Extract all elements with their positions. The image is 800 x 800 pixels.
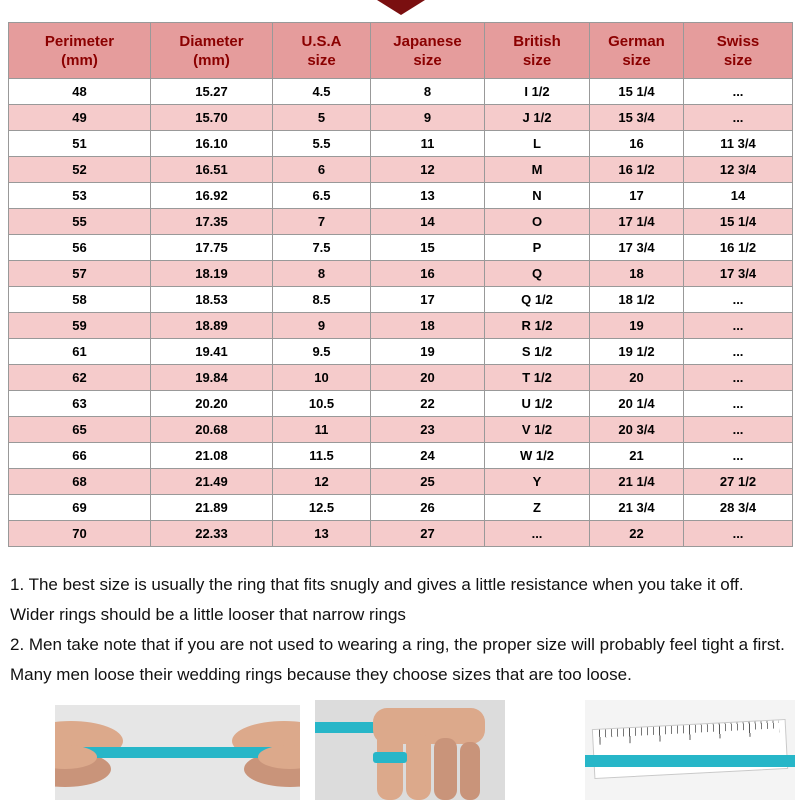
table-cell: 15 1/4 [684, 209, 793, 235]
table-cell: 23 [371, 417, 485, 443]
table-cell: 22 [590, 521, 684, 547]
table-cell: 66 [9, 443, 151, 469]
table-cell: 21 3/4 [590, 495, 684, 521]
table-cell: 59 [9, 313, 151, 339]
table-cell: J 1/2 [485, 105, 590, 131]
table-row [9, 521, 793, 547]
table-cell: 52 [9, 157, 151, 183]
table-cell: 58 [9, 287, 151, 313]
table-body [9, 79, 793, 547]
table-cell: T 1/2 [485, 365, 590, 391]
table-cell: 20 [371, 365, 485, 391]
table-cell: P [485, 235, 590, 261]
ring-size-table [8, 22, 793, 547]
table-cell: ... [684, 417, 793, 443]
table-cell: S 1/2 [485, 339, 590, 365]
table-cell: 19 [590, 313, 684, 339]
table-cell: 18 [371, 313, 485, 339]
table-cell: 53 [9, 183, 151, 209]
table-cell: 14 [371, 209, 485, 235]
table-cell: 49 [9, 105, 151, 131]
table-row [9, 157, 793, 183]
table-cell: N [485, 183, 590, 209]
table-cell: 18.89 [151, 313, 273, 339]
table-cell: ... [684, 365, 793, 391]
table-cell: M [485, 157, 590, 183]
table-row [9, 391, 793, 417]
table-row [9, 209, 793, 235]
table-cell: 19.84 [151, 365, 273, 391]
column-header: Perimeter (mm) [9, 23, 151, 79]
table-cell: 12 3/4 [684, 157, 793, 183]
table-row [9, 261, 793, 287]
table-cell: 5 [273, 105, 371, 131]
measurement-photos [0, 700, 800, 800]
table-cell: ... [684, 391, 793, 417]
table-cell: 12.5 [273, 495, 371, 521]
table-cell: ... [684, 105, 793, 131]
table-cell: 20 [590, 365, 684, 391]
table-cell: 70 [9, 521, 151, 547]
measure-step1-photo [55, 705, 300, 800]
column-header: U.S.A size [273, 23, 371, 79]
table-cell: 11 3/4 [684, 131, 793, 157]
table-cell: 17 [590, 183, 684, 209]
table-row [9, 469, 793, 495]
table-row [9, 131, 793, 157]
table-cell: 68 [9, 469, 151, 495]
table-cell: 13 [273, 521, 371, 547]
table-cell: I 1/2 [485, 79, 590, 105]
table-cell: 16.92 [151, 183, 273, 209]
table-cell: 18 [590, 261, 684, 287]
table-row [9, 183, 793, 209]
table-cell: 21.49 [151, 469, 273, 495]
table-cell: 14 [684, 183, 793, 209]
table-cell: 55 [9, 209, 151, 235]
index-finger [377, 730, 403, 800]
table-row [9, 235, 793, 261]
table-cell: U 1/2 [485, 391, 590, 417]
table-cell: W 1/2 [485, 443, 590, 469]
table-cell: ... [684, 79, 793, 105]
note-1: 1. The best size is usually the ring that fits snugly and gives a little resistance when you take it off. Wider rings should be a little looser that narrow rings [10, 575, 744, 624]
header-row [9, 23, 793, 79]
table-cell: 6.5 [273, 183, 371, 209]
table-row [9, 287, 793, 313]
table-cell: ... [485, 521, 590, 547]
table-cell: Q [485, 261, 590, 287]
table-row [9, 105, 793, 131]
table-cell: 7.5 [273, 235, 371, 261]
table-cell: 20 3/4 [590, 417, 684, 443]
table-cell: 16 [590, 131, 684, 157]
table-cell: 18.53 [151, 287, 273, 313]
table-cell: 20 1/4 [590, 391, 684, 417]
table-cell: Z [485, 495, 590, 521]
table-row [9, 365, 793, 391]
table-cell: 7 [273, 209, 371, 235]
table-cell: L [485, 131, 590, 157]
table-cell: 17 3/4 [684, 261, 793, 287]
table-cell: 27 1/2 [684, 469, 793, 495]
column-header: British size [485, 23, 590, 79]
table-cell: 56 [9, 235, 151, 261]
column-header: Diameter (mm) [151, 23, 273, 79]
table-cell: 8.5 [273, 287, 371, 313]
table-cell: 69 [9, 495, 151, 521]
table-row [9, 417, 793, 443]
table-cell: 10.5 [273, 391, 371, 417]
table-cell: 11 [273, 417, 371, 443]
table-row [9, 339, 793, 365]
table-cell: ... [684, 313, 793, 339]
table-cell: 21 [590, 443, 684, 469]
table-cell: 17.75 [151, 235, 273, 261]
table-cell: 63 [9, 391, 151, 417]
measure-step2-photo [315, 700, 505, 800]
table-cell: 15.70 [151, 105, 273, 131]
table-cell: 11.5 [273, 443, 371, 469]
table-row [9, 443, 793, 469]
table-cell: 26 [371, 495, 485, 521]
table-cell: 65 [9, 417, 151, 443]
notes [10, 570, 792, 690]
table-row [9, 313, 793, 339]
column-header: German size [590, 23, 684, 79]
table-cell: 20.20 [151, 391, 273, 417]
table-cell: 27 [371, 521, 485, 547]
table-cell: 18 1/2 [590, 287, 684, 313]
table-cell: Y [485, 469, 590, 495]
table-cell: 51 [9, 131, 151, 157]
table-cell: 16 1/2 [590, 157, 684, 183]
table-cell: 16.51 [151, 157, 273, 183]
table-cell: 4.5 [273, 79, 371, 105]
table-cell: 17 1/4 [590, 209, 684, 235]
table-cell: ... [684, 287, 793, 313]
table-cell: 10 [273, 365, 371, 391]
ring-finger [434, 738, 457, 800]
table-cell: 6 [273, 157, 371, 183]
table-cell: 15 3/4 [590, 105, 684, 131]
measure-step3-photo [585, 700, 795, 800]
table-cell: 11 [371, 131, 485, 157]
table-cell: 20.68 [151, 417, 273, 443]
table-cell: 21.08 [151, 443, 273, 469]
table-cell: 8 [371, 79, 485, 105]
table-cell: 19 [371, 339, 485, 365]
table-cell: 19.41 [151, 339, 273, 365]
table-cell: 9 [273, 313, 371, 339]
table-cell: 24 [371, 443, 485, 469]
down-arrow-icon [377, 0, 425, 15]
table-cell: 19 1/2 [590, 339, 684, 365]
table-cell: V 1/2 [485, 417, 590, 443]
table-cell: 8 [273, 261, 371, 287]
table-header [9, 23, 793, 79]
table-cell: 22.33 [151, 521, 273, 547]
table-cell: 17 [371, 287, 485, 313]
table-cell: Q 1/2 [485, 287, 590, 313]
table-cell: 16 1/2 [684, 235, 793, 261]
tape-strip [585, 755, 795, 767]
table-cell: 48 [9, 79, 151, 105]
table-cell: 16 [371, 261, 485, 287]
note-2: 2. Men take note that if you are not used to wearing a ring, the proper size will probably feel tight a first. Many men loose their wedding rings because they choose sizes that are too loose. [10, 635, 785, 684]
table-row [9, 495, 793, 521]
table-cell: R 1/2 [485, 313, 590, 339]
table-cell: 21.89 [151, 495, 273, 521]
table-cell: 15 1/4 [590, 79, 684, 105]
table-cell: 28 3/4 [684, 495, 793, 521]
table-row [9, 79, 793, 105]
table-cell: 61 [9, 339, 151, 365]
table-cell: ... [684, 443, 793, 469]
table-cell: ... [684, 521, 793, 547]
ruler [592, 719, 788, 779]
table-cell: 12 [273, 469, 371, 495]
table-cell: 9.5 [273, 339, 371, 365]
table-cell: 12 [371, 157, 485, 183]
table-cell: 18.19 [151, 261, 273, 287]
tape-band-around-finger [373, 752, 407, 763]
table-cell: 17.35 [151, 209, 273, 235]
little-finger [460, 742, 480, 800]
table-cell: ... [684, 339, 793, 365]
table-cell: 16.10 [151, 131, 273, 157]
middle-finger [406, 734, 431, 800]
table-cell: O [485, 209, 590, 235]
table-cell: 17 3/4 [590, 235, 684, 261]
column-header: Japanese size [371, 23, 485, 79]
table-cell: 15.27 [151, 79, 273, 105]
table-cell: 57 [9, 261, 151, 287]
table-cell: 62 [9, 365, 151, 391]
table-cell: 5.5 [273, 131, 371, 157]
column-header: Swiss size [684, 23, 793, 79]
table-cell: 21 1/4 [590, 469, 684, 495]
table-cell: 13 [371, 183, 485, 209]
table-cell: 15 [371, 235, 485, 261]
table-cell: 22 [371, 391, 485, 417]
table-cell: 9 [371, 105, 485, 131]
table-cell: 25 [371, 469, 485, 495]
